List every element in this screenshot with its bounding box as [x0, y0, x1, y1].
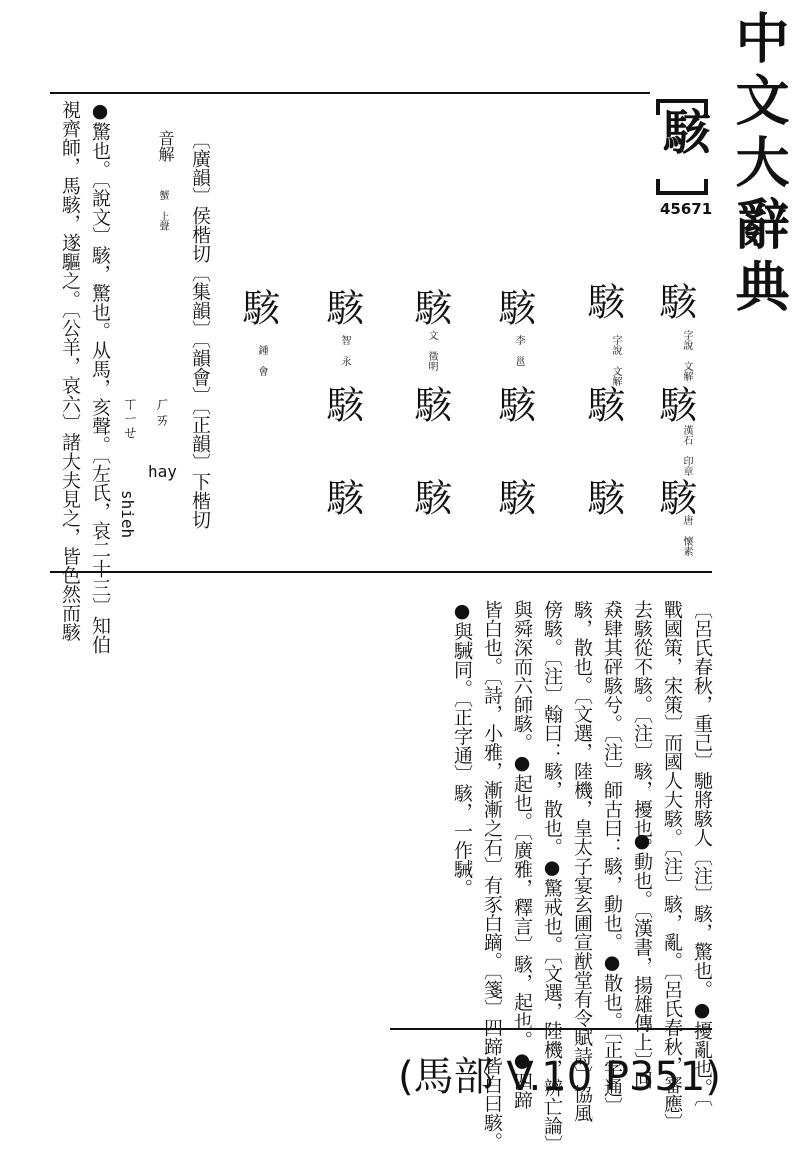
definition-line: 駭，散也。〔文選，陸機，皇太子宴玄圃宣猷堂有令賦詩〕協風: [571, 600, 593, 1123]
form-glyph: 駭: [492, 478, 536, 516]
middle-rule: [50, 571, 712, 573]
form-caption: 字說 文解: [610, 335, 621, 386]
bracket-bottom: [656, 179, 708, 195]
definition-line: 皆白也。〔詩，小雅，漸漸之石〕有豕白蹢。〔箋〕四蹄皆白曰駭。: [481, 600, 503, 1151]
form-glyph: 駭: [408, 478, 452, 516]
form-glyph: 駭: [236, 288, 280, 326]
bopomofo-2: ㄒㄧㄝ: [120, 395, 139, 440]
romanization-2: shieh: [118, 490, 137, 539]
definition-line: 〔呂氏春秋，重己〕馳將駭人〔注〕駭，驚也。●擾亂也。〔: [691, 600, 713, 1107]
definition-top-line: ●驚也。〔說文〕駭，驚也。从馬，亥聲。〔左氏，哀二十三〕知伯: [89, 100, 111, 654]
bopomofo: ㄏㄞ: [152, 395, 171, 427]
definition-line: ●與駴同。〔正字通〕駭，一作駴。: [451, 600, 473, 898]
sound-note: 蟹 上聲: [157, 190, 168, 231]
definition-line: 猋肆其砰駭兮。〔注〕師古曰：駭，動也。●散也。〔正字通〕: [601, 600, 623, 1116]
form-glyph: 駭: [320, 478, 364, 516]
entry-number: 45671: [660, 200, 713, 218]
rhyme-line: 〔廣韻〕侯楷切〔集韻〕〔韻會〕〔正韻〕下楷切: [189, 130, 211, 529]
top-rule: [50, 92, 650, 94]
book-title: 中文大辭典: [727, 10, 791, 320]
form-caption: 鍾 會: [256, 345, 267, 376]
form-caption: 文 徵明: [426, 330, 437, 371]
form-caption: 漢石 印章: [681, 425, 692, 476]
form-glyph: 駭: [320, 288, 364, 326]
sound-label: 音解: [156, 130, 175, 162]
form-glyph: 駭: [653, 478, 697, 516]
definition-top-line: 視齊師，馬駭，遂驅之。〔公羊，哀六〕諸大夫見之，皆色然而駭: [59, 100, 81, 642]
form-glyph: 駭: [653, 385, 697, 423]
form-glyph: 駭: [408, 385, 452, 423]
definition-line: 去駭從不駭。〔注〕駭，擾也。: [631, 600, 653, 857]
form-glyph: 駭: [581, 478, 625, 516]
romanization: hay: [148, 462, 177, 481]
definition-line: 傍駭。〔注〕翰曰：駭，散也。●驚戒也。〔文選，陸機，辨亡論〕: [541, 600, 563, 1154]
definition-line: 戰國策，宋策〕而國人大駭。〔注〕駭，亂。〔呂氏春秋，審應〕: [661, 600, 683, 1132]
definition-line: ●動也。〔漢書，揚雄傳上〕回: [631, 830, 653, 1090]
handwritten-reference-note: (馬部 V.10 P351): [398, 1054, 721, 1100]
form-glyph: 駭: [492, 288, 536, 326]
form-glyph: 駭: [320, 385, 364, 423]
definition-line: 與舜深而六師駭。●起也。〔廣雅，釋言〕駭，起也。●四蹄: [511, 600, 533, 1110]
form-caption: 李 邕: [513, 335, 524, 366]
form-caption: 字說 文解: [681, 330, 692, 381]
form-glyph: 駭: [492, 385, 536, 423]
entry-head-char: 駭: [663, 105, 712, 161]
form-caption: 唐 懷素: [681, 515, 692, 556]
form-glyph: 駭: [408, 288, 452, 326]
form-glyph: 駭: [581, 282, 625, 320]
form-caption: 智 永: [339, 335, 350, 366]
form-glyph: 駭: [653, 282, 697, 320]
form-glyph: 駭: [581, 385, 625, 423]
